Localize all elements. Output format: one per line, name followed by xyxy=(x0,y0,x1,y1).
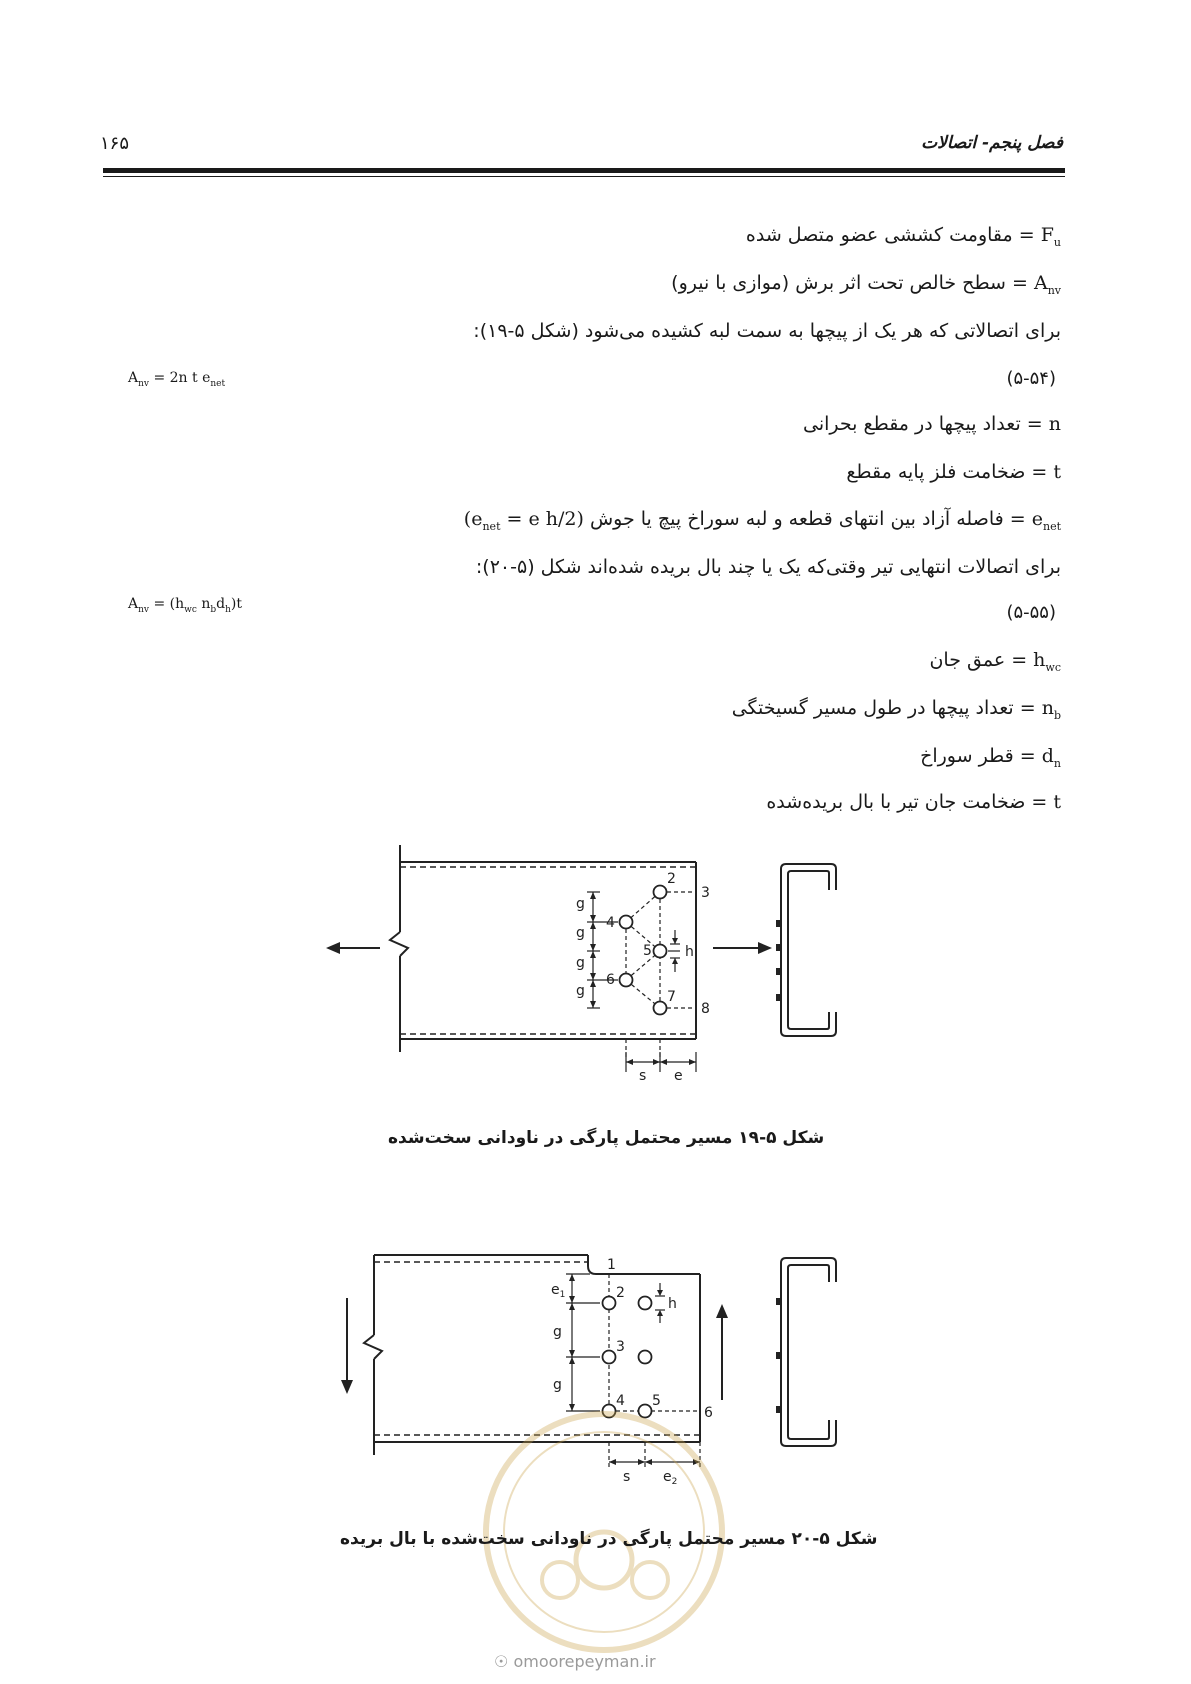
fig20-label-1: 1 xyxy=(607,1257,616,1273)
definition-t: t = ضخامت فلز پایه مقطع xyxy=(846,461,1061,483)
equation-54: $A_{nv} = 2n$ t $e_{net}$ xyxy=(128,370,226,389)
paragraph-2: برای اتصالات انتهایی تیر وقتی‌که یک یا چند بال بریده شده‌اند شکل (۵-۲۰): xyxy=(475,556,1061,578)
fig19-break-symbol xyxy=(390,932,408,956)
fig19-label-e: e xyxy=(674,1068,683,1084)
fig20-label-g2: g xyxy=(553,1377,562,1393)
fig20-tear-path xyxy=(609,1274,700,1470)
fig19-bolt-marks xyxy=(776,920,780,1001)
fig19-label-5: 5 xyxy=(643,943,652,959)
fig19-label-s: s xyxy=(639,1068,647,1084)
fig20-channel-section xyxy=(781,1258,836,1446)
fig19-label-4: 4 xyxy=(606,915,615,931)
paragraph-1: برای اتصالاتی که هر یک از پیچها به سمت لبه کشیده می‌شود (شکل ۵-۱۹): xyxy=(473,320,1061,342)
equation-54-number: (۵-۵۴) xyxy=(1006,368,1056,389)
enet-formula: ($e_{net} = e$ h/2) xyxy=(463,508,584,533)
fig20-label-s: s xyxy=(623,1469,631,1485)
fig20-label-2: 2 xyxy=(616,1285,625,1301)
fig20-load-arrows xyxy=(347,1298,722,1400)
chapter-title: فصل پنجم- اتصالات xyxy=(921,133,1063,153)
fig20-label-e2: $e_2$ xyxy=(663,1469,678,1487)
fig20-label-e1: $e_1$ xyxy=(551,1282,566,1300)
watermark-url: ☉ omoorepeyman.ir xyxy=(494,1652,656,1671)
symbol-fu: $F_u$ xyxy=(1040,224,1061,249)
fig19-label-g4: g xyxy=(576,983,585,999)
fig19-label-g3: g xyxy=(576,955,585,971)
left-arrow-icon xyxy=(326,942,340,954)
at-icon: ☉ xyxy=(494,1652,509,1671)
fig20-label-4: 4 xyxy=(616,1393,625,1409)
fig19-tear-path xyxy=(626,892,696,1060)
equation-55: $A_{nv} = (h_{wc}$ $n_bd_h)t$ xyxy=(128,596,242,615)
definition-hwc: $h_{wc}$ = عمق جان xyxy=(929,649,1061,674)
definition-n: n = تعداد پیچها در مقطع بحرانی xyxy=(803,413,1061,435)
fig19-label-g1: g xyxy=(576,896,585,912)
fig19-channel-section xyxy=(781,864,836,1036)
right-arrow-icon xyxy=(758,942,772,954)
fig20-label-6: 6 xyxy=(704,1405,713,1421)
fig19-label-8: 8 xyxy=(701,1001,710,1017)
fig19-label-6: 6 xyxy=(606,972,615,988)
fig20-label-h: h xyxy=(668,1296,677,1312)
figure-20-caption: شکل ۵-۲۰ مسیر محتمل پارگی در ناودانی سخت‌شده با بال بریده xyxy=(340,1529,878,1549)
fig20-label-5: 5 xyxy=(652,1393,661,1409)
fig20-cope xyxy=(588,1255,700,1274)
down-arrow-icon xyxy=(341,1380,353,1394)
definition-anv: $A_{nv}$ = سطح خالص تحت اثر برش (موازی با نیرو) xyxy=(671,272,1061,297)
fig20-label-g1: g xyxy=(553,1324,562,1340)
fig20-bolt-holes xyxy=(603,1297,652,1418)
symbol-anv: $A_{nv}$ xyxy=(1033,272,1061,297)
fig19-label-2: 2 xyxy=(667,871,676,887)
fig20-label-3: 3 xyxy=(616,1339,625,1355)
definition-enet: $e_{net}$ = فاصله آزاد بین انتهای قطعه و لبه سوراخ پیچ یا جوش ($e_{net} = e$ h/2) xyxy=(463,508,1061,533)
fig19-label-h: h xyxy=(685,944,694,960)
definition-tw: t = ضخامت جان تیر با بال بریده‌شده xyxy=(766,791,1061,813)
figure-19-caption: شکل ۵-۱۹ مسیر محتمل پارگی در ناودانی سخت‌شده xyxy=(388,1128,825,1148)
fig19-label-g2: g xyxy=(576,925,585,941)
equation-55-number: (۵-۵۵) xyxy=(1006,602,1056,623)
fig19-label-7: 7 xyxy=(667,989,676,1005)
definition-fu: $F_u$ = مقاومت کششی عضو متصل شده xyxy=(745,224,1061,249)
definition-dn: $d_n$ = قطر سوراخ xyxy=(920,745,1061,770)
fig19-label-3: 3 xyxy=(701,885,710,901)
up-arrow-icon xyxy=(716,1304,728,1318)
definition-nb: $n_b$ = تعداد پیچها در طول مسیر گسیختگی xyxy=(731,697,1061,722)
page-number: ۱۶۵ xyxy=(100,133,130,154)
